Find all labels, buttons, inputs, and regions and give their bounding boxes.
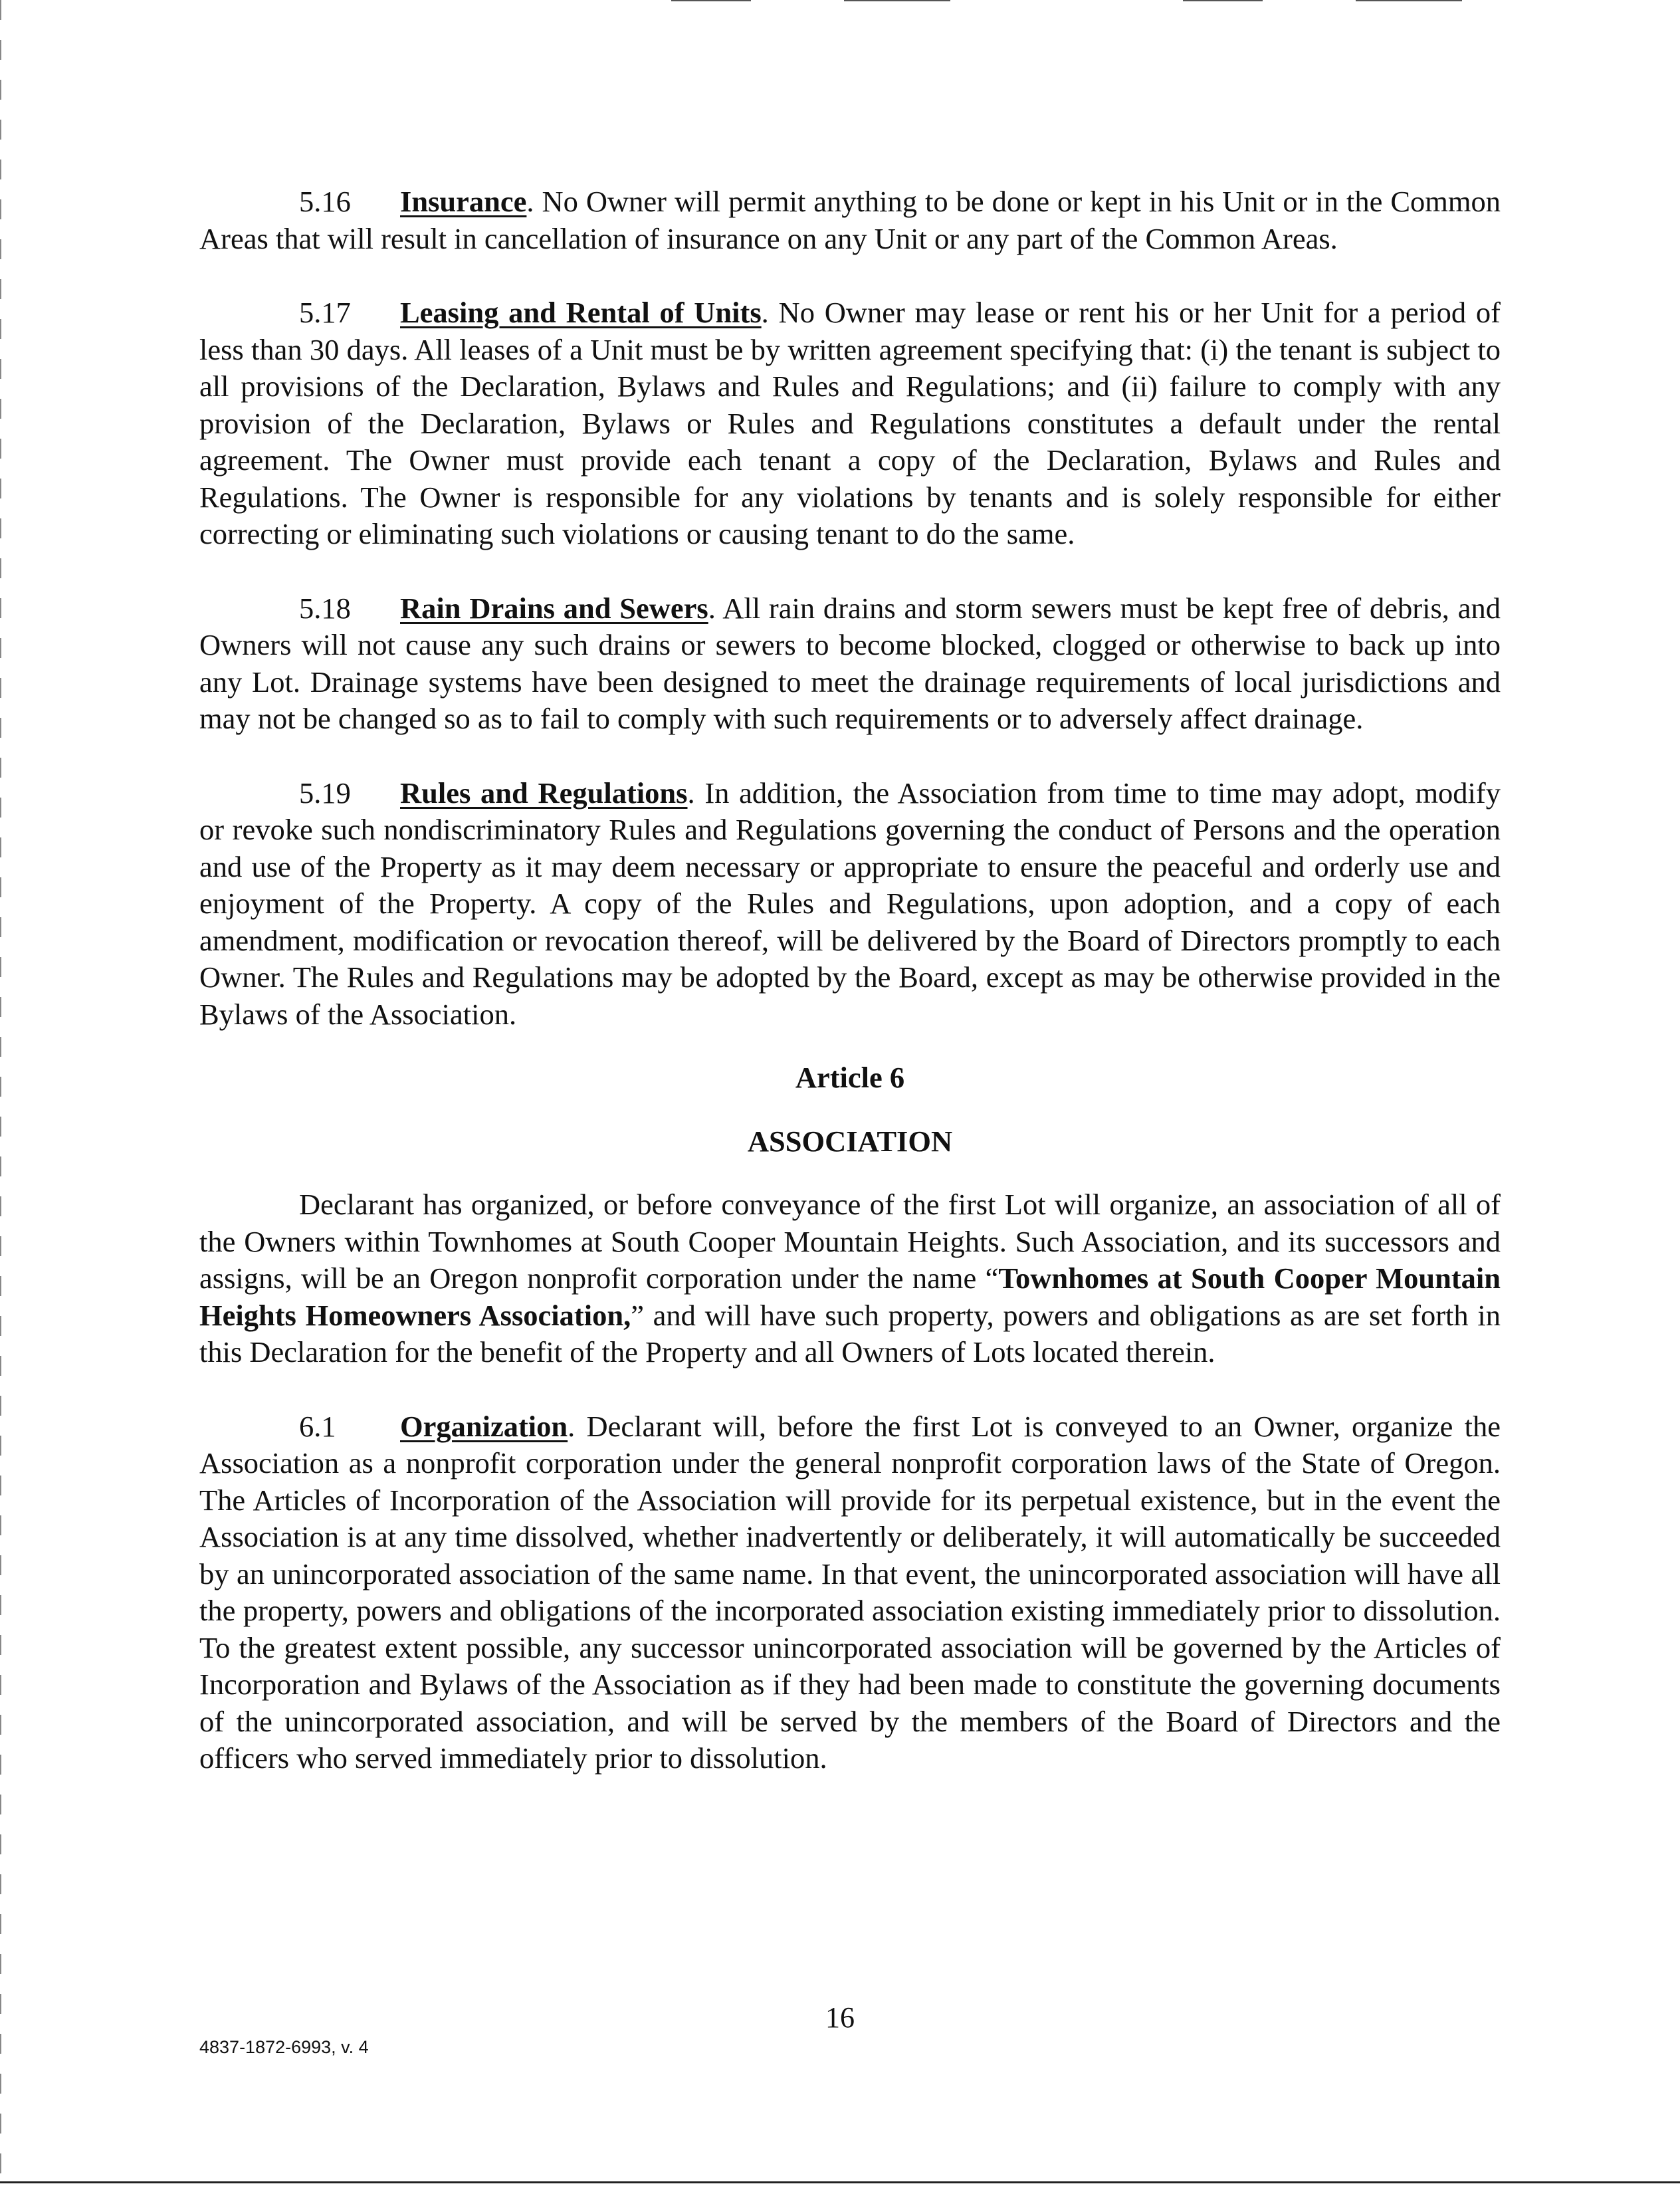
intro-text: Declarant has organized, or before conveyance of the first Lot will organize, an association of all of the Owners within Townhomes at South Cooper Mountain Heights. Such Association, and its successors and assigns, will be an Oregon nonprofit corporation under the name “ xyxy=(199,1188,1501,1295)
section-number: 5.16 xyxy=(299,185,351,218)
document-id: 4837-1872-6993, v. 4 xyxy=(199,2037,369,2057)
scan-rule-top xyxy=(671,0,751,1)
section-5-18 xyxy=(199,590,1501,738)
article-intro xyxy=(199,1186,1501,1371)
section-heading: Insurance xyxy=(400,185,527,218)
scan-rule-top xyxy=(1183,0,1263,1)
scan-edge-left xyxy=(0,0,1,2190)
section-5-17 xyxy=(199,294,1501,553)
section-heading: Organization xyxy=(400,1409,568,1443)
spacer xyxy=(199,738,1501,775)
association-name: Townhomes at South Cooper Mountain Heights Homeowners Association, xyxy=(199,1261,1501,1332)
section-heading: Rules and Regulations xyxy=(400,776,688,810)
article-title: ASSOCIATION xyxy=(747,1124,953,1158)
section-number: 6.1 xyxy=(299,1409,336,1443)
article-number: Article 6 xyxy=(795,1061,905,1094)
section-number: 5.19 xyxy=(299,776,351,810)
spacer xyxy=(199,1097,1501,1123)
section-text: . In addition, the Association from time to time may adopt, modify or revoke such nondiscriminatory Rules and Regulations governing the conduct of Persons and the operation and use of the Property as it may deem necessary or appropriate to ensure the peaceful and orderly use and enjoyment of the Property. A copy of the Rules and Regulations, upon adoption, and a copy of each amendment, modification or revocation thereof, will be delivered by the Board of Directors promptly to each Owner. The Rules and Regulations may be adopted by the Board, except as may be otherwise provided in the Bylaws of the Association. xyxy=(199,776,1501,1031)
section-5-19 xyxy=(199,775,1501,1034)
document-body xyxy=(199,183,1501,1777)
spacer xyxy=(199,553,1501,590)
spacer xyxy=(199,1160,1501,1186)
section-number: 5.17 xyxy=(299,296,351,329)
section-text: . No Owner will permit anything to be done or kept in his Unit or in the Common Areas that will result in cancellation of insurance on any Unit or any part of the Common Areas. xyxy=(199,185,1501,255)
section-text: . No Owner may lease or rent his or her Unit for a period of less than 30 days. All leases of a Unit must be by written agreement specifying that: (i) the tenant is subject to all provisions of the Declaration, Bylaws and Rules and Regulations; and (ii) failure to comply with any provision of the Declaration, Bylaws or Rules and Regulations constitutes a default under the rental agreement. The Owner must provide each tenant a copy of the Declaration, Bylaws and Rules and Regulations. The Owner is responsible for any violations by tenants and is solely responsible for either correcting or eliminating such violations or causing tenant to do the same. xyxy=(199,296,1501,550)
section-heading: Leasing and Rental of Units xyxy=(400,296,762,329)
section-5-16 xyxy=(199,183,1501,257)
spacer xyxy=(199,1371,1501,1408)
section-6-1 xyxy=(199,1408,1501,1777)
section-text: . Declarant will, before the first Lot is conveyed to an Owner, organize the Association as a nonprofit corporation under the general nonprofit corporation laws of the State of Oregon. The Articles of Incorporation of the Association will provide for its perpetual existence, but in the event the Association is at any time dissolved, whether inadvertently or deliberately, it will automatically be succeeded by an unincorporated association of the same name. In that event, the unincorporated association will have all the property, powers and obligations of the incorporated association existing immediately prior to dissolution. To the greatest extent possible, any successor unincorporated association will be governed by the Articles of Incorporation and Bylaws of the Association as if they had been made to constitute the governing documents of the unincorporated association, and will be served by the members of the Board of Directors and the officers who served immediately prior to dissolution. xyxy=(199,1409,1501,1775)
section-text: . All rain drains and storm sewers must be kept free of debris, and Owners will not cause any such drains or sewers to become blocked, clogged or otherwise to back up into any Lot. Drainage systems have been designed to meet the drainage requirements of local jurisdictions and may not be changed so as to fail to comply with such requirements or to adversely affect drainage. xyxy=(199,591,1501,735)
intro-text: ” and will have such property, powers and obligations as are set forth in this Declaration for the benefit of the Property and all Owners of Lots located therein. xyxy=(199,1298,1501,1369)
page-number: 16 xyxy=(825,2001,855,2034)
scan-rule-top xyxy=(1356,0,1462,1)
scan-rule-bottom xyxy=(0,2181,1680,2183)
section-heading: Rain Drains and Sewers xyxy=(400,591,708,625)
spacer xyxy=(199,1033,1501,1059)
scan-rule-top xyxy=(844,0,950,1)
section-number: 5.18 xyxy=(299,591,351,625)
spacer xyxy=(199,257,1501,294)
